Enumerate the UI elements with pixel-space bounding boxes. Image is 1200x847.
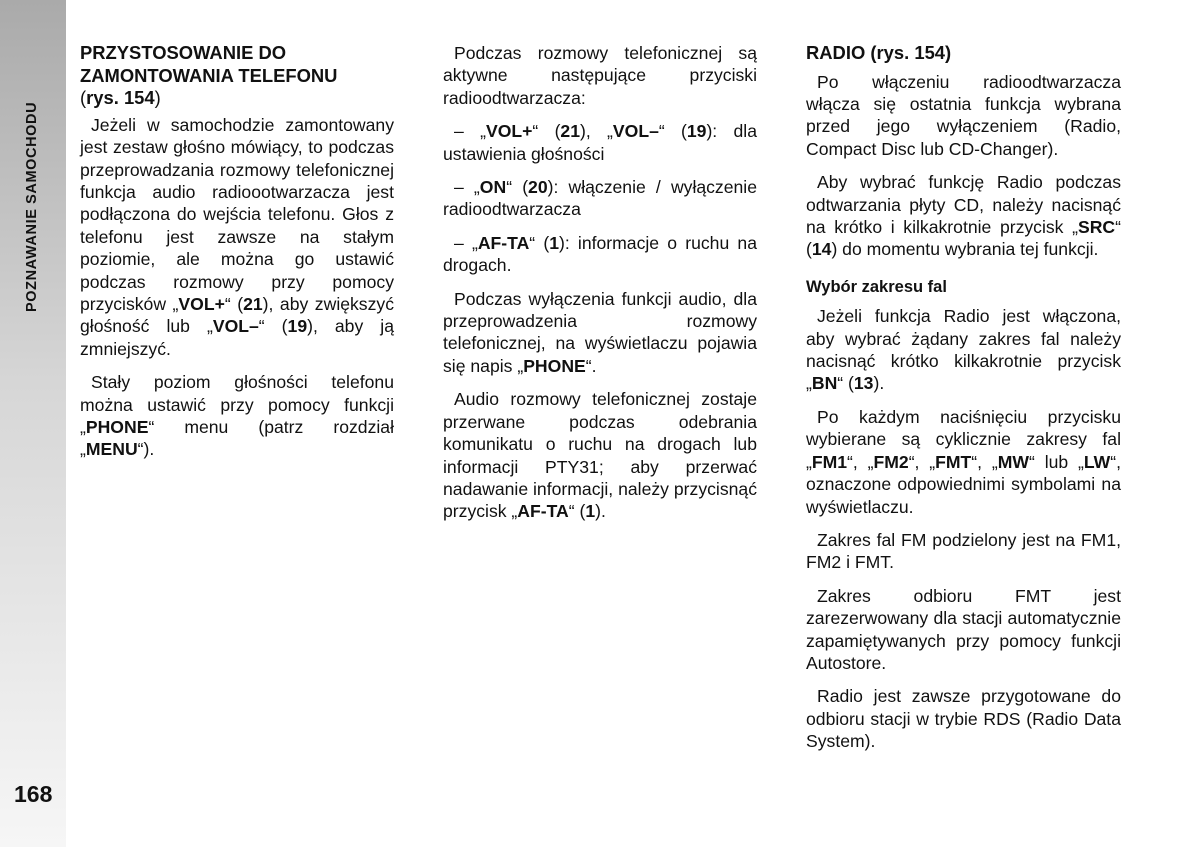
section-title: POZNAWANIE SAMOCHODU [24,101,40,312]
paragraph: Audio rozmowy telefonicznej zostaje przerwane podczas odebrania komunikatu o ruchu na drogach lub informacji PTY31; aby przerwać nadawanie informacji, należy przycisnąć przycisk „AF-TA“ (1). [443,389,757,522]
paragraph: Podczas wyłączenia funkcji audio, dla przeprowadzenia rozmowy telefonicznej, na wyświetlaczu pojawia się napis „PHONE“. [443,288,757,376]
paragraph: Radio jest zawsze przygotowane do odbioru stacji w trybie RDS (Radio Data System). [806,686,1121,752]
column-1 [80,42,394,472]
paragraph: Zakres odbioru FMT jest zarezerwowany dla stacji automatycznie zapamiętywanych przy pomocy funkcji Autostore. [806,585,1121,673]
paragraph: Jeżeli funkcja Radio jest włączona, aby wybrać żądany zakres fal należy nacisnąć krótko kilkakrotnie przycisk „BN“ (13). [806,306,1121,394]
list-item: – „VOL+“ (21), „VOL–“ (19): dla ustawienia głośności [443,121,757,164]
phone-section-heading: PRZYSTOSOWANIE DO ZAMONTOWANIA TELEFONU (rys. 154) [80,42,338,109]
paragraph: Po włączeniu radioodtwarzacza włącza się ostatnia funkcja wybrana przed jego wyłączeniem (Radio, Compact Disc lub CD-Changer). [806,71,1121,159]
paragraph: Zakres fal FM podzielony jest na FM1, FM2 i FMT. [806,529,1121,573]
list-item: – „AF-TA“ (1): informacje o ruchu na drogach. [443,232,757,276]
paragraph: Jeżeli w samochodzie zamontowany jest zestaw głośno mówiący, to podczas przeprowadzania rozmowy telefonicznej funkcja audio radioootwarzacza jest podłączona do wejścia telefonu. Głos z telefonu jest zawsze na stałym poziomie, ale można go ustawić podczas rozmowy przy pomocy przycisków „VOL+“ (21), aby zwiększyć głośność lub „VOL–“ (19), aby ją zmniejszyć. [80,114,394,359]
radio-section-heading: RADIO (rys. 154) [806,42,952,63]
paragraph: Aby wybrać funkcję Radio podczas odtwarzania płyty CD, należy nacisnąć na krótko i kilkakrotnie przycisk „SRC“ (14) do momentu wybrania tej funkcji. [806,172,1121,260]
paragraph: Podczas rozmowy telefonicznej są aktywne następujące przyciski radioodtwarzacza: [443,43,757,108]
paragraph: Po każdym naciśnięciu przycisku wybierane są cyklicznie zakresy fal „FM1“, „FM2“, „FMT“, „MW“ lub „LW“, oznaczone odpowiednimi symbolami na wyświetlaczu. [806,406,1122,517]
sidebar [0,0,66,847]
paragraph: Stały poziom głośności telefonu można ustawić przy pomocy funkcji „PHONE“ menu (patrz rozdział „MENU“). [80,372,394,460]
page-number: 168 [14,781,53,807]
column-2 [443,42,757,534]
column-3 [806,42,1121,764]
list-item: – „ON“ (20): włączenie / wyłączenie radioodtwarzacza [443,177,757,220]
subheading: Wybór zakresu fal [806,277,947,296]
